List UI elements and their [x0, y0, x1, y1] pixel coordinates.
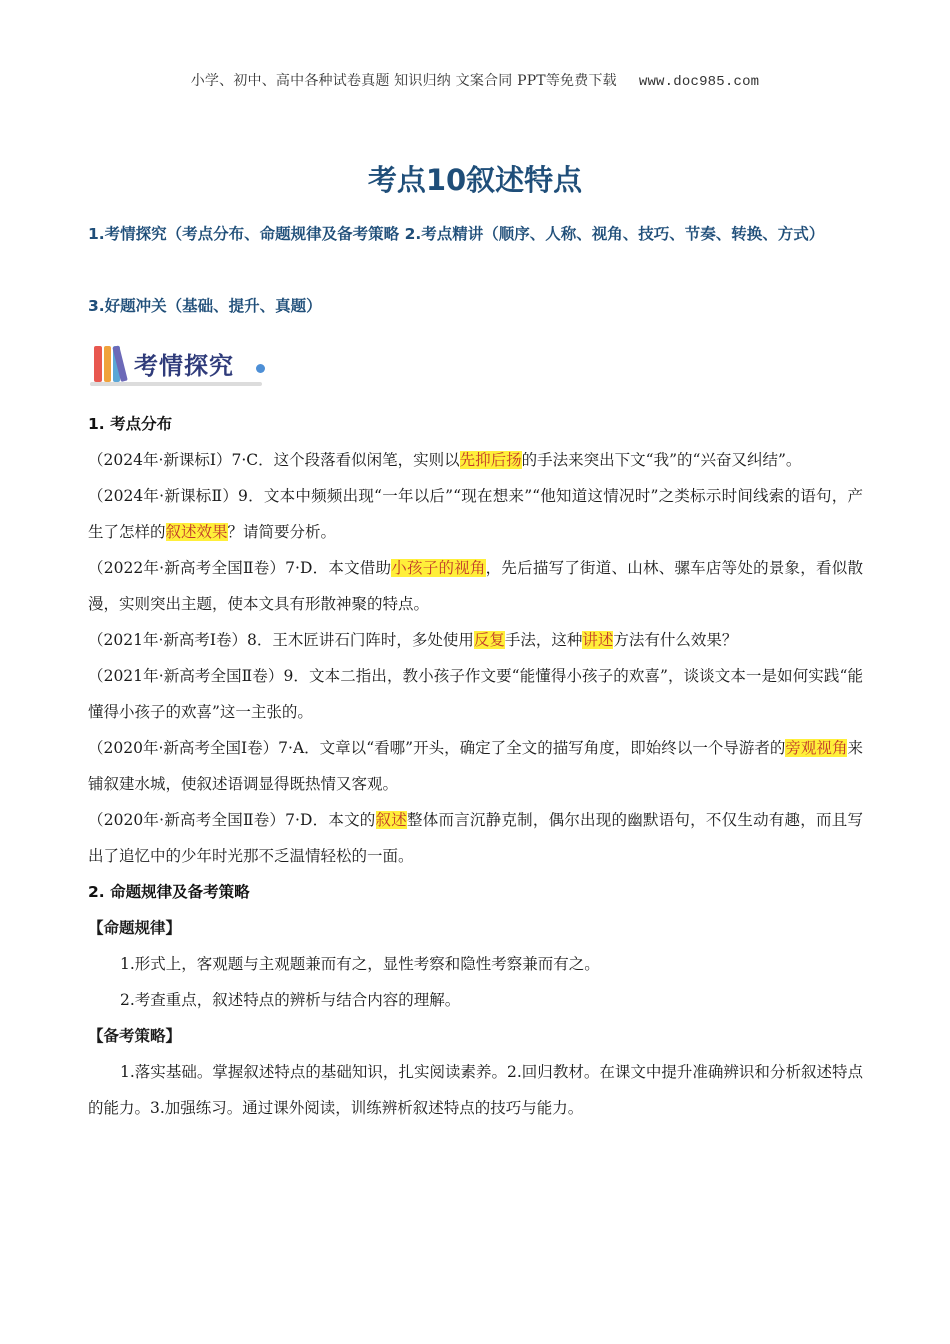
- highlight: 叙述效果: [165, 523, 228, 541]
- rules-label: 【命题规律】: [88, 919, 182, 937]
- highlight: 先抑后扬: [459, 451, 522, 469]
- banner-label: 考情探究: [134, 352, 234, 380]
- toc-line-1: 1.考情探究（考点分布、命题规律及备考策略 2.考点精讲（顺序、人称、视角、技巧、节奏、转换、方式）: [88, 225, 825, 243]
- section-1-heading: 1. 考点分布: [88, 415, 173, 433]
- exam-item: （2022年·新高考全国Ⅱ卷）7·D．本文借助小孩子的视角，先后描写了街道、山林、骡车店等处的景象，看似散漫，实则突出主题，使本文具有形散神聚的特点。: [88, 559, 863, 613]
- exam-item: （2021年·新高考Ⅰ卷）8．王木匠讲石门阵时，多处使用反复手法，这种讲述方法有什么效果？: [88, 631, 738, 649]
- header-text: 小学、初中、高中各种试卷真题 知识归纳 文案合同 PPT等免费下载: [190, 73, 617, 89]
- page-title: 考点10叙述特点: [367, 163, 583, 197]
- rule-item: 1.形式上，客观题与主观题兼而有之，显性考察和隐性考察兼而有之。: [120, 955, 600, 973]
- section-2-heading: 2. 命题规律及备考策略: [88, 883, 250, 901]
- exam-item: （2024年·新课标Ⅰ）7·C．这个段落看似闲笔，实则以先抑后扬的手法来突出下文“我”的“兴奋又纠结”。: [88, 451, 802, 469]
- strategy-label: 【备考策略】: [88, 1027, 182, 1045]
- highlight: 反复: [473, 631, 505, 649]
- highlight: 讲述: [582, 631, 614, 649]
- strategy-text: 1.落实基础。掌握叙述特点的基础知识，扎实阅读素养。2.回归教材。在课文中提升准确辨识和分析叙述特点的能力。3.加强练习。通过课外阅读，训练辨析叙述特点的技巧与能力。: [88, 1063, 863, 1117]
- highlight: 旁观视角: [785, 739, 848, 757]
- rule-item: 2.考查重点，叙述特点的辨析与结合内容的理解。: [120, 991, 461, 1009]
- banner-dot-icon: [256, 364, 265, 373]
- page-header: [0, 70, 950, 90]
- section-1: [88, 406, 863, 1126]
- header-url[interactable]: www.doc985.com: [638, 74, 760, 90]
- exam-item: （2020年·新高考全国Ⅱ卷）7·D．本文的叙述整体而言沉静克制，偶尔出现的幽默语句，不仅生动有趣，而且写出了追忆中的少年时光那不乏温情轻松的一面。: [88, 811, 863, 865]
- section-banner: [88, 340, 270, 388]
- highlight: 小孩子的视角: [391, 559, 486, 577]
- toc-line-3: 3.好题冲关（基础、提升、真题）: [88, 297, 322, 315]
- exam-item: （2024年·新课标Ⅱ）9．文本中频频出现“一年以后”“现在想来”“他知道这情况时”之类标示时间线索的语句，产生了怎样的叙述效果？请简要分析。: [88, 487, 863, 541]
- exam-item: （2020年·新高考全国Ⅰ卷）7·A．文章以“看哪”开头，确定了全文的描写角度，即始终以一个导游者的旁观视角来铺叙建水城，使叙述语调显得既热情又客观。: [88, 739, 863, 793]
- exam-item: （2021年·新高考全国Ⅱ卷）9．文本二指出，教小孩子作文要“能懂得小孩子的欢喜”，谈谈文本一是如何实践“能懂得小孩子的欢喜”这一主张的。: [88, 667, 863, 721]
- highlight: 叙述: [375, 811, 408, 829]
